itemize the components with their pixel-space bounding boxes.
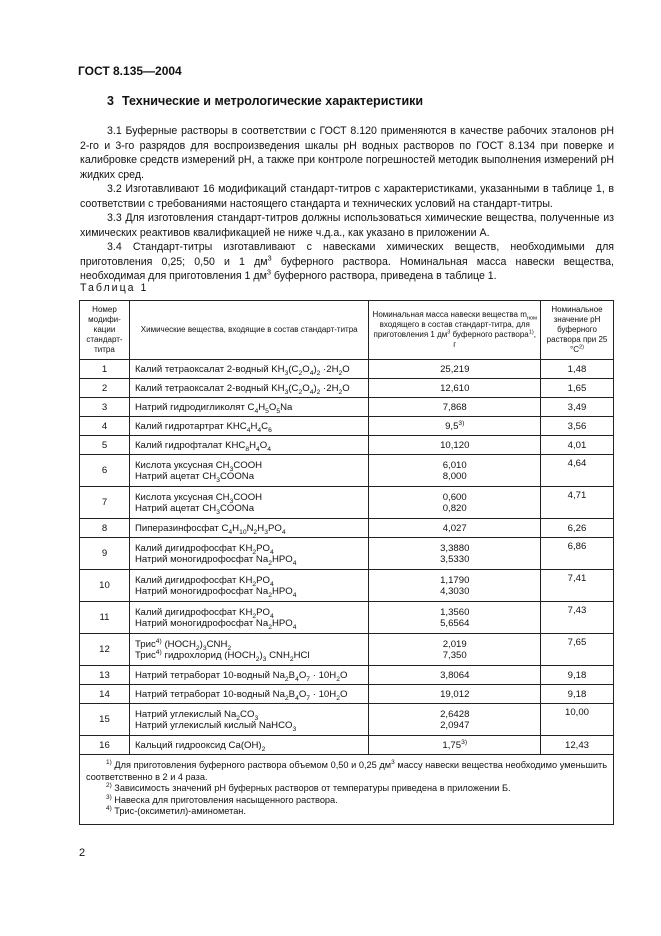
chemical-name: Натрий тетраборат 10-водный $Na_2B_4O_7 \cdot 10H_2O$ — [129, 666, 368, 685]
section-title — [107, 94, 423, 108]
chemical-name: Кальций гидрооксид $Ca(OH)_2$ — [129, 736, 368, 755]
table-notes — [80, 755, 614, 825]
chemical-name: Калий тетраоксалат 2-водный $KH_3(C_2O_4)_2 \cdot 2H_2O$ — [129, 379, 368, 398]
chemical-name: Калий гидротартрат $KHC_4H_4C_6$ — [129, 417, 368, 436]
table-row: 5 Калий гидрофталат $KHC_8H_4O_4$ 10,120 4,01 — [80, 436, 614, 455]
paragraph-3-4: 3.4 Стандарт-титры изготавливают с навесками химических веществ, необходимыми для приготовления 0,25; 0,50 и 1 $дм^3$ буферного раствора. Номинальная масса навески вещества, необходимая для приготовления 1 $дм^3$ буферного раствора, приведена в таблице 1. — [80, 241, 615, 282]
chemical-name: Калий дигидрофосфат $KH_2PO_4$ Натрий моногидрофосфат $Na_2HPO_4$ — [129, 570, 368, 602]
table-row: 7 Кислота уксусная $CH_3COOH$ Натрий ацетат $CH_3COONa$ 0,600 0,820 4,71 — [80, 487, 614, 519]
section-heading: Технические и метрологические характеристики — [121, 94, 424, 108]
table-row: 12 Трис$^{4)}$ $(HOCH_2)_3CNH_2$ Трис$^{4)}$ гидрохлорид $(HOCH_2)_3$ $CNH_2HCl$ 2,019 7,350 7,65 — [80, 634, 614, 666]
table-row: 15 Натрий углекислый $Na_2CO_3$ Натрий углекислый кислый NaHCO$_3$ 2,6428 2,0947 10,00 — [80, 704, 614, 736]
table-row: 2 Калий тетраоксалат 2-водный $KH_3(C_2O_4)_2 \cdot 2H_2O$ 12,610 1,65 — [80, 379, 614, 398]
chemical-name: Трис$^{4)}$ $(HOCH_2)_3CNH_2$ Трис$^{4)}$ гидрохлорид $(HOCH_2)_3$ $CNH_2HCl$ — [129, 634, 368, 666]
table-row: 3 Натрий гидродигликолят $C_4H_5O_5Na$ 7,868 3,49 — [80, 398, 614, 417]
table-row: 8 Пиперазинфосфат $C_4H_{10}N_2H_3PO_4$ 4,027 6,26 — [80, 519, 614, 538]
document-header: ГОСТ 8.135—2004 — [78, 64, 182, 78]
table-row: 10 Калий дигидрофосфат $KH_2PO_4$ Натрий моногидрофосфат $Na_2HPO_4$ 1,1790 4,3030 7,41 — [80, 570, 614, 602]
page-number: 2 — [79, 847, 86, 859]
header-nominal-ph: Номинальное значение рН буферного раствора при 25 $^\circ С^{2)}$ — [541, 301, 614, 360]
chemical-name: Натрий гидродигликолят $C_4H_5O_5Na$ — [129, 398, 368, 417]
table-row: 16 Кальций гидрооксид $Ca(OH)_2$ 1,75$^{3)}$ 12,43 — [80, 736, 614, 755]
chemical-name: Натрий тетраборат 10-водный $Na_2B_4O_7 \cdot 10H_2O$ — [129, 685, 368, 704]
paragraph-3-1: 3.1 Буферные растворы в соответствии с ГОСТ 8.120 применяются в качестве рабочих эталонов рН 2-го и 3-го разрядов для воспроизведения шкалы рН водных растворов по ГОСТ 8.134 при поверке и калибровке средств измерений рН, а также при контроле погрешностей методик выполнения измерений рН жидких сред. — [80, 125, 614, 181]
table-header-row — [80, 301, 614, 360]
table-row: 4 Калий гидротартрат $KHC_4H_4C_6$ 9,5$^{3)}$ 3,56 — [80, 417, 614, 436]
header-chemicals: Химические вещества, входящие в состав стандарт-титра — [129, 301, 368, 360]
paragraph-3-3: 3.3 Для изготовления стандарт-титров должны использоваться химические вещества, полученные из химических реактивов квалификацией не ниже ч.д.а., как указано в приложении А. — [80, 212, 614, 239]
note-1: $^{1)}$ Для приготовления буферного раствора объемом 0,50 и 0,25 $дм^3$ массу навески вещества необходимо уменьшить соответственно в 2 и 4 раза. — [86, 758, 607, 782]
table-row: 1 Калий тетраоксалат 2-водный $KH_3(C_2O_4)_2 \cdot 2H_2O$ 25,219 1,48 — [80, 360, 614, 379]
chemical-name: Калий гидрофталат $KHC_8H_4O_4$ — [129, 436, 368, 455]
chemical-name: Кислота уксусная $CH_3COOH$ Натрий ацетат $CH_3COONa$ — [129, 455, 368, 487]
table-notes-row — [80, 755, 614, 825]
header-modification-number: Номер модифи-кации стандарт-титра — [80, 301, 130, 360]
table-caption: Таблица 1 — [80, 282, 149, 294]
header-nominal-mass: Номинальная масса навески вещества $m_{ном}$ входящего в состав стандарт-титра, для приготовления 1 $дм^3$ буферного раствора$^{1)}$, г — [369, 301, 541, 360]
table-row: 6 Кислота уксусная $CH_3COOH$ Натрий ацетат $CH_3COONa$ 6,010 8,000 4,64 — [80, 455, 614, 487]
table-1 — [79, 300, 614, 825]
table-row: 11 Калий дигидрофосфат $KH_2PO_4$ Натрий моногидрофосфат $Na_2HPO_4$ 1,3560 5,6564 7,43 — [80, 602, 614, 634]
note-2: $^{2)}$ Зависимость значений рН буферных растворов от температуры приведена в приложении Б. — [106, 781, 511, 793]
table-row: 13 Натрий тетраборат 10-водный $Na_2B_4O_7 \cdot 10H_2O$ 3,8064 9,18 — [80, 666, 614, 685]
chemical-name: Калий дигидрофосфат $KH_2PO_4$ Натрий моногидрофосфат $Na_2HPO_4$ — [129, 602, 368, 634]
note-4: $^{4)}$ Трис-(оксиметил)-аминометан. — [106, 804, 246, 816]
note-3: $^{3)}$ Навеска для приготовления насыщенного раствора. — [106, 793, 338, 805]
section-number: 3 — [107, 94, 114, 108]
chemical-name: Калий тетраоксалат 2-водный $KH_3(C_2O_4)_2 \cdot 2H_2O$ — [129, 360, 368, 379]
table-row: 9 Калий дигидрофосфат $KH_2PO_4$ Натрий моногидрофосфат $Na_2HPO_4$ 3,3880 3,5330 6,86 — [80, 538, 614, 570]
chemical-name: Калий дигидрофосфат $KH_2PO_4$ Натрий моногидрофосфат $Na_2HPO_4$ — [129, 538, 368, 570]
chemical-name: Кислота уксусная $CH_3COOH$ Натрий ацетат $CH_3COONa$ — [129, 487, 368, 519]
paragraph-3-2: 3.2 Изготавливают 16 модификаций стандарт-титров с характеристиками, указанными в таблице 1, в соответствии с требованиями настоящего стандарта и технических условий на стандарт-титры. — [80, 183, 614, 210]
table-row: 14 Натрий тетраборат 10-водный $Na_2B_4O_7 \cdot 10H_2O$ 19,012 9,18 — [80, 685, 614, 704]
chemical-name: Пиперазинфосфат $C_4H_{10}N_2H_3PO_4$ — [129, 519, 368, 538]
chemical-name: Натрий углекислый $Na_2CO_3$ Натрий углекислый кислый NaHCO$_3$ — [129, 704, 368, 736]
